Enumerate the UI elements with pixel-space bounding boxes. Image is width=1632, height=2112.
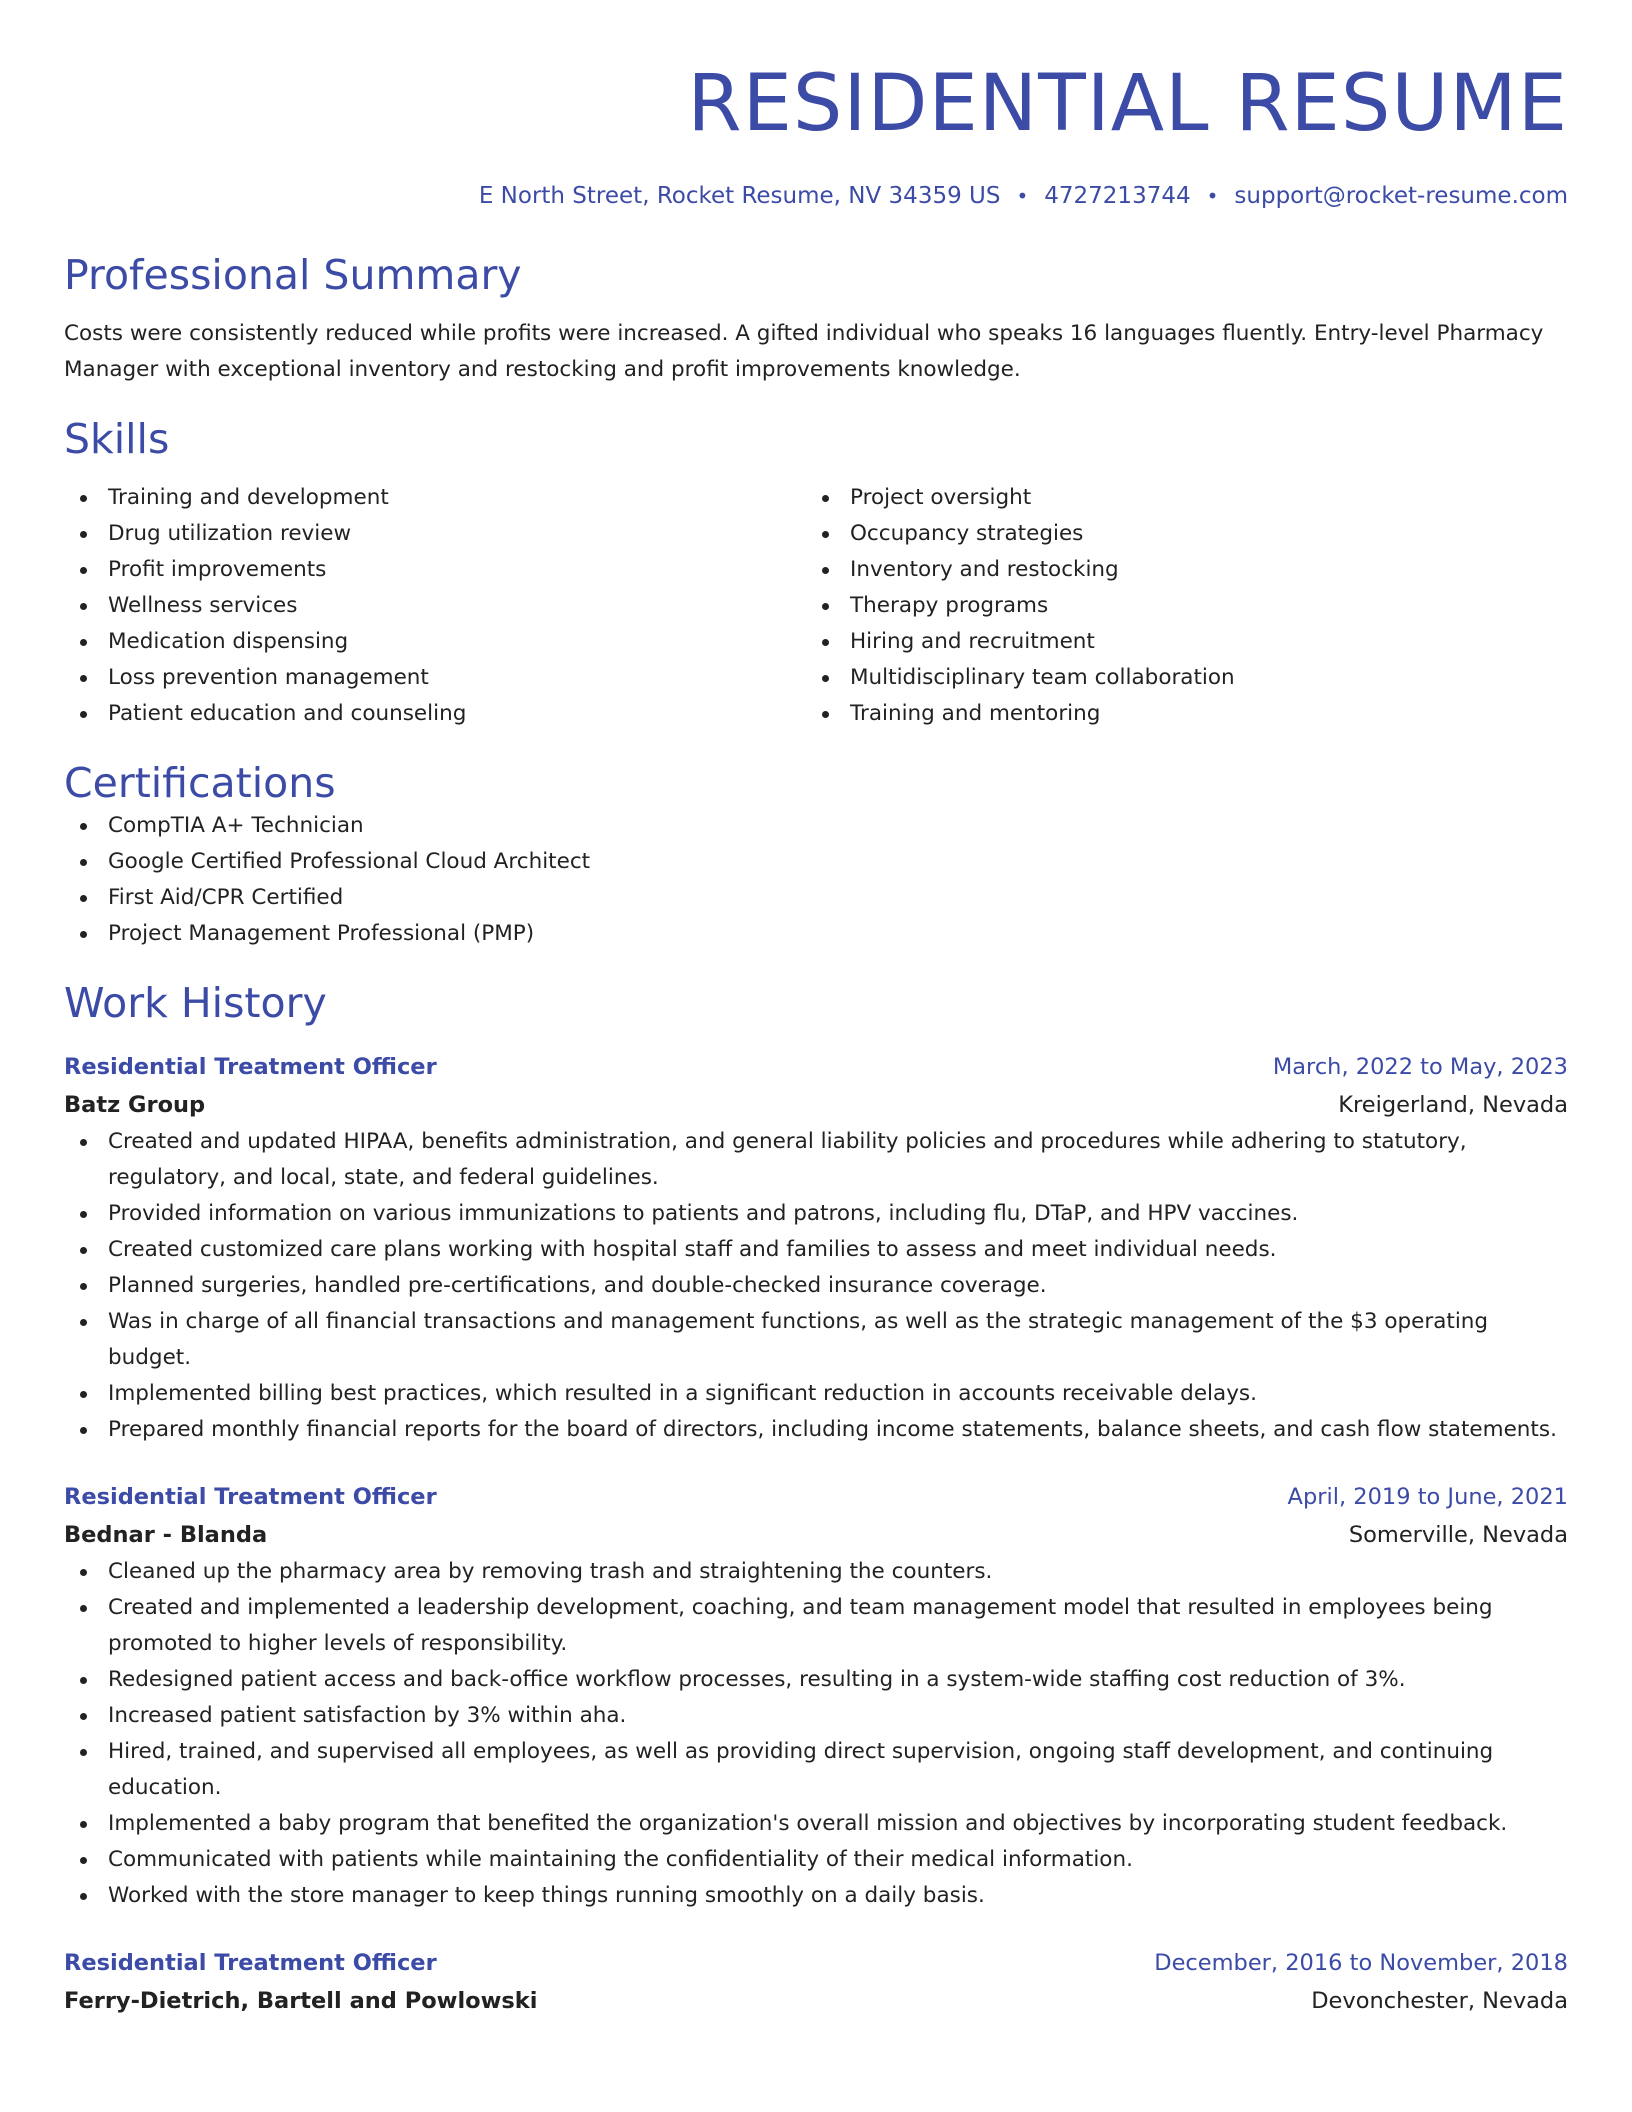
- job-location: Devonchester, Nevada: [1311, 1988, 1568, 2014]
- job-bullet: Increased patient satisfaction by 3% within aha.: [64, 1698, 1568, 1734]
- skills-list-right: [806, 480, 1548, 732]
- job-bullet: Provided information on various immunizations to patients and patrons, including flu, DTaP, and HPV vaccines.: [64, 1196, 1568, 1232]
- job-bullet: Planned surgeries, handled pre-certifications, and double-checked insurance coverage.: [64, 1268, 1568, 1304]
- job-company: Bednar - Blanda: [64, 1522, 268, 1548]
- job-dates: March, 2022 to May, 2023: [1272, 1054, 1568, 1080]
- contact-separator: •: [1206, 184, 1219, 208]
- skills-column-left: [64, 480, 806, 732]
- skills-heading: Skills: [64, 415, 170, 463]
- work-history-heading: Work History: [64, 979, 327, 1027]
- job-title: Residential Treatment Officer: [64, 1054, 437, 1080]
- skills-grid: [64, 480, 1568, 732]
- job-bullet: Worked with the store manager to keep things running smoothly on a daily basis.: [64, 1878, 1568, 1914]
- job-bullet: Redesigned patient access and back-office workflow processes, resulting in a system-wide staffing cost reduction of 3%.: [64, 1662, 1568, 1698]
- contact-address: E North Street, Rocket Resume, NV 34359 US: [478, 183, 1001, 209]
- skill-item: Inventory and restocking: [806, 552, 1548, 588]
- certification-item: Google Certified Professional Cloud Architect: [64, 844, 1568, 880]
- contact-line: [64, 180, 1568, 212]
- job-header-row: [64, 1944, 1568, 1982]
- job-title: Residential Treatment Officer: [64, 1950, 437, 1976]
- certifications-heading: Certifications: [64, 759, 336, 807]
- job-location: Somerville, Nevada: [1348, 1522, 1568, 1548]
- job-title: Residential Treatment Officer: [64, 1484, 437, 1510]
- skill-item: Training and development: [64, 480, 806, 516]
- job-dates: December, 2016 to November, 2018: [1154, 1950, 1568, 1976]
- summary-heading: Professional Summary: [64, 251, 522, 299]
- job-company-row: [64, 1982, 1568, 2020]
- skill-item: Training and mentoring: [806, 696, 1548, 732]
- summary-text: Costs were consistently reduced while profits were increased. A gifted individual who speaks 16 languages fluently. Entry-level Pharmacy Manager with exceptional inventory and restocking and profit improvements knowledge.: [64, 321, 1544, 382]
- job-bullet: Was in charge of all financial transactions and management functions, as well as the strategic management of the $3 operating budget.: [64, 1304, 1568, 1376]
- job-bullet: Prepared monthly financial reports for the board of directors, including income statements, balance sheets, and cash flow statements.: [64, 1412, 1568, 1448]
- skill-item: Occupancy strategies: [806, 516, 1548, 552]
- contact-separator: •: [1016, 184, 1029, 208]
- resume-page: [64, 0, 1568, 2020]
- skill-item: Hiring and recruitment: [806, 624, 1548, 660]
- job-header-row: [64, 1478, 1568, 1516]
- skill-item: Wellness services: [64, 588, 806, 624]
- certifications-list: [64, 808, 1568, 952]
- job-location: Kreigerland, Nevada: [1338, 1092, 1568, 1118]
- job-dates: April, 2019 to June, 2021: [1287, 1484, 1568, 1510]
- skill-item: Medication dispensing: [64, 624, 806, 660]
- skills-list-left: [64, 480, 806, 732]
- job-bullet-list: [64, 1554, 1568, 1914]
- contact-phone: 4727213744: [1044, 183, 1191, 209]
- job-company: Batz Group: [64, 1092, 206, 1118]
- job-entry: [64, 1048, 1568, 1448]
- resume-name: RESIDENTIAL RESUME: [687, 59, 1568, 149]
- skills-column-right: [806, 480, 1548, 732]
- contact-email[interactable]: support@rocket-resume.com: [1234, 183, 1568, 209]
- job-bullet: Communicated with patients while maintaining the confidentiality of their medical information.: [64, 1842, 1568, 1878]
- job-header-row: [64, 1048, 1568, 1086]
- skill-item: Therapy programs: [806, 588, 1548, 624]
- certification-item: Project Management Professional (PMP): [64, 916, 1568, 952]
- certification-item: First Aid/CPR Certified: [64, 880, 1568, 916]
- skill-item: Drug utilization review: [64, 516, 806, 552]
- skill-item: Project oversight: [806, 480, 1548, 516]
- job-bullet: Implemented billing best practices, which resulted in a significant reduction in accounts receivable delays.: [64, 1376, 1568, 1412]
- job-bullet: Hired, trained, and supervised all employees, as well as providing direct supervision, ongoing staff development, and continuing education.: [64, 1734, 1568, 1806]
- job-bullet: Cleaned up the pharmacy area by removing trash and straightening the counters.: [64, 1554, 1568, 1590]
- job-company-row: [64, 1516, 1568, 1554]
- job-company-row: [64, 1086, 1568, 1124]
- skill-item: Multidisciplinary team collaboration: [806, 660, 1548, 696]
- job-bullet: Implemented a baby program that benefited the organization's overall mission and objectives by incorporating student feedback.: [64, 1806, 1568, 1842]
- job-bullet: Created and updated HIPAA, benefits administration, and general liability policies and procedures while adhering to statutory, regulatory, and local, state, and federal guidelines.: [64, 1124, 1568, 1196]
- job-bullet-list: [64, 1124, 1568, 1448]
- job-bullet: Created customized care plans working with hospital staff and families to assess and meet individual needs.: [64, 1232, 1568, 1268]
- job-entry: [64, 1944, 1568, 2020]
- skill-item: Loss prevention management: [64, 660, 806, 696]
- job-bullet: Created and implemented a leadership development, coaching, and team management model that resulted in employees being promoted to higher levels of responsibility.: [64, 1590, 1568, 1662]
- skill-item: Patient education and counseling: [64, 696, 806, 732]
- job-entry: [64, 1478, 1568, 1914]
- job-company: Ferry-Dietrich, Bartell and Powlowski: [64, 1988, 538, 2014]
- certification-item: CompTIA A+ Technician: [64, 808, 1568, 844]
- skill-item: Profit improvements: [64, 552, 806, 588]
